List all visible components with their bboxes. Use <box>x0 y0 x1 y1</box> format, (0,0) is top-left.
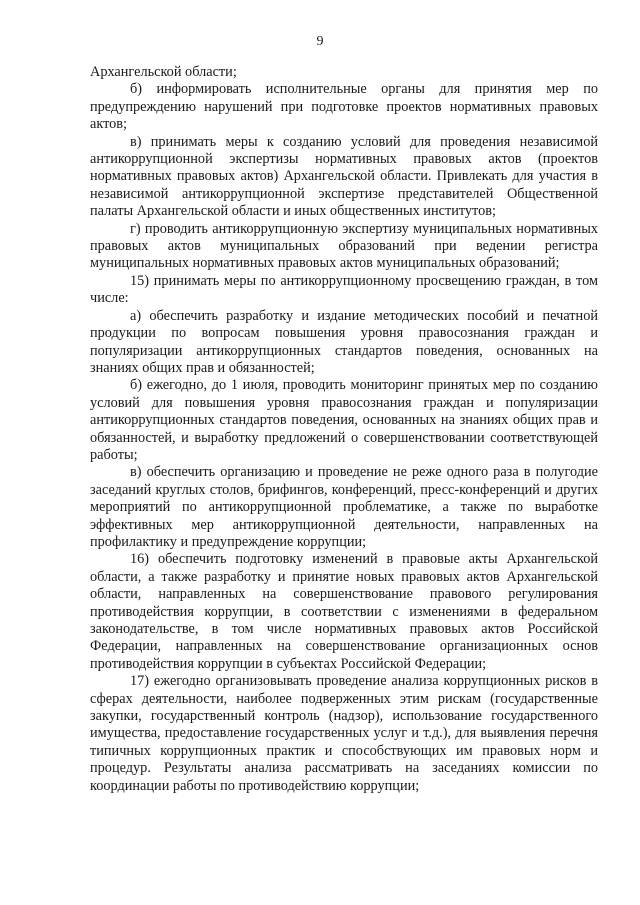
paragraph-item-a-publications: а) обеспечить разработку и издание методических пособий и печатной продукции по вопросам повышения уровня правосознания граждан и популяризации антикоррупционных стандартов поведения, основанных на знаниях общих прав и обязанностей; <box>90 307 598 376</box>
paragraph-item-v-events: в) обеспечить организацию и проведение не реже одного раза в полугодие заседаний круглых столов, брифингов, конференций, пресс-конференций и других мероприятий по антикоррупционной проблематике, а также по выработке эффективных мер антикоррупционной деятельности, направленных на профилактику и предупреждение коррупции; <box>90 464 598 550</box>
paragraph-item-b-monitoring: б) ежегодно, до 1 июля, проводить мониторинг принятых мер по созданию условий для повышения уровня правосознания граждан и популяризации антикоррупционных стандартов поведения, основанных на знаниях общих прав и обязанностей, и выработку предложений о совершенствовании соответствующей работы; <box>90 377 598 463</box>
paragraph-item-16-legislation: 16) обеспечить подготовку изменений в правовые акты Архангельской области, а также разработку и принятие новых правовых актов Архангельской области, направленных на совершенствование правового регулирования противодействия коррупции, в соответствии с изменениями в федеральном законодательстве, в том числе нормативных правовых актов Российской Федерации, направленных на совершенствование организационных основ противодействия коррупции в субъектах Российской Федерации; <box>90 551 598 672</box>
paragraph-continuation: Архангельской области; <box>90 64 237 80</box>
paragraph-item-b-inform: б) информировать исполнительные органы для принятия мер по предупреждению нарушений при подготовке проектов нормативных правовых актов; <box>90 81 598 133</box>
paragraph-item-g-municipal-expertise: г) проводить антикоррупционную экспертизу муниципальных нормативных правовых актов муниципальных образований при ведении регистра муниципальных нормативных правовых актов муниципальных образований; <box>90 220 598 272</box>
paragraph-item-v-expertise: в) принимать меры к созданию условий для проведения независимой антикоррупционной экспертизы нормативных правовых актов (проектов нормативных правовых актов) Архангельской области. Привлекать для участия в независимой антикоррупционной экспертизе представителей Общественной палаты Архангельской области и иных общественных институтов; <box>90 133 598 220</box>
paragraph-item-17-risk-analysis: 17) ежегодно организовывать проведение анализа коррупционных рисков в сферах деятельности, наиболее подверженных этим рискам (государственные закупки, государственный контроль (надзор), использование государственного имущества, предоставление государственных услуг и т.д.), для выявления перечня типичных коррупционных практик и способствующих им правовых норм и процедур. Результаты анализа рассматривать на заседаниях комиссии по координации работы по противодействию коррупции; <box>90 673 598 794</box>
paragraph-item-15-education: 15) принимать меры по антикоррупционному просвещению граждан, в том числе: <box>90 272 598 307</box>
page-number: 9 <box>316 34 324 49</box>
document-body <box>90 64 598 795</box>
